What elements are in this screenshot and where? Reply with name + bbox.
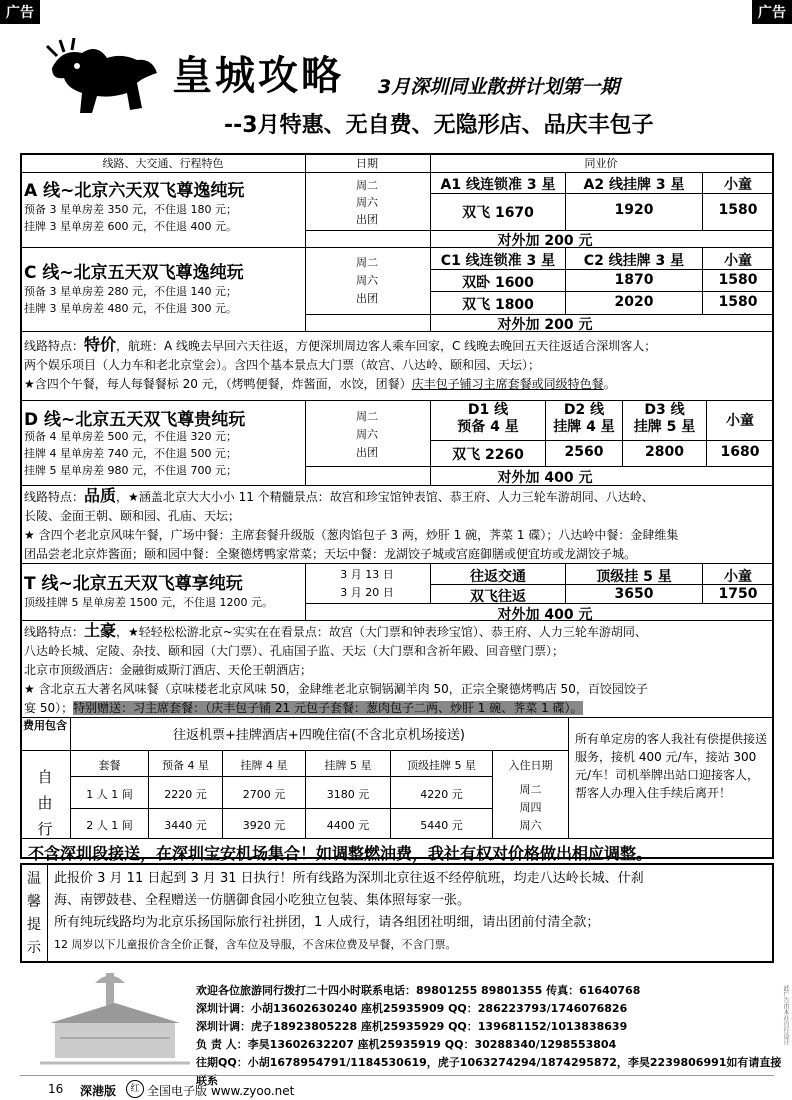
line-c-r2b: 2020 bbox=[614, 294, 654, 310]
col-4star-prep: 预备 4 星 bbox=[162, 759, 209, 772]
ad-tag-right: 广告 bbox=[752, 0, 792, 24]
edition-mark-icon: 红 bbox=[126, 1080, 144, 1098]
line-d-p1: 双飞 2260 bbox=[452, 447, 524, 463]
col-5star: 挂牌 5 星 bbox=[324, 759, 372, 772]
features-ac: 线路特点：特价，航班：A 线晚去早回六天往返，方便深圳周边客人乘车回家，C 线晚去晚回五天往返适合深圳客人； 两个娱乐项目（人力车和老北京堂会）。含四个基本景点大门票（故宫、八达岭、颐和园、天坛）； ★含四个午餐，每人每餐餐标 20 元，（烤鸭便餐，炸酱面，水饺，团餐）庆丰包子铺习主席套餐或同级特色餐。 bbox=[24, 335, 657, 391]
line-d-p4: 1680 bbox=[720, 444, 760, 460]
line-d-h1: D1 线 预备 4 星 bbox=[457, 402, 519, 435]
tips-label: 温 馨 提 示 bbox=[27, 871, 41, 956]
row2-v2: 3920 元 bbox=[242, 819, 286, 832]
line-t-p3: 1750 bbox=[718, 586, 758, 602]
line-d-extra: 对外加 400 元 bbox=[497, 470, 593, 486]
line-d-h2: D2 线 挂牌 4 星 bbox=[553, 402, 615, 435]
line-a-dates: 周二 周六 出团 bbox=[356, 179, 378, 226]
line-d-desc-1: 预备 4 星单房差 500 元，不住退 320 元； bbox=[24, 430, 237, 443]
col-package: 套餐 bbox=[98, 759, 121, 772]
ad-tag-left: 广告 bbox=[0, 0, 40, 24]
row1-v1: 2220 元 bbox=[164, 788, 207, 801]
line-d-p3: 2800 bbox=[645, 444, 684, 460]
header-price: 同业价 bbox=[584, 157, 618, 170]
edition: 深港版 bbox=[80, 1084, 117, 1098]
line-d-h4: 小童 bbox=[726, 413, 754, 429]
page-subtitle: 3月深圳同业散拼计划第一期 bbox=[378, 76, 620, 98]
line-a-h1: A1 线连锁准 3 星 bbox=[440, 177, 556, 193]
features-t: 线路特点：土豪，★轻轻松松游北京~实实在在看景点：故宫（大门票和钟表珍宝馆）、恭王府、人力三轮车游胡同、 八达岭长城、定陵、杂技、颐和园（大门票）、孔庙国子监、天坛（大门票和含祈年殿、回音壁门票）； 北京市顶级酒店：金融街威斯汀酒店、天伦王朝酒店； ★ 含北京五大著名风味餐（京味楼老北京风味 50，金肆维老北京铜锅涮羊肉 50，正宗全聚德烤鸭店 50，百饺园饺子 宴 50）；特别赠送：习主席套餐：（庆丰包子铺 21 元包子套餐：葱肉包子二两、炒肝 1 碗、荠菜 1 碟）。 bbox=[24, 621, 648, 715]
row1-v3: 3180 元 bbox=[326, 788, 370, 801]
line-t-extra: 对外加 400 元 bbox=[497, 607, 593, 623]
line-t-desc-1: 顶级挂牌 5 星单房差 1500 元，不住退 1200 元。 bbox=[24, 596, 273, 609]
site-link[interactable]: 全国电子版 www.zyoo.net bbox=[147, 1084, 295, 1098]
line-t-h3: 小童 bbox=[724, 569, 752, 585]
line-c-h1: C1 线连锁准 3 星 bbox=[440, 253, 556, 269]
line-c-name: C 线~北京五天双飞尊逸纯玩 bbox=[24, 263, 244, 283]
line-c-r2a: 双飞 1800 bbox=[462, 297, 534, 313]
line-a-h3: 小童 bbox=[724, 177, 752, 193]
line-d-desc-2: 挂牌 4 星单房差 740 元，不住退 500 元； bbox=[24, 447, 237, 460]
line-a-p1: 双飞 1670 bbox=[462, 205, 534, 221]
line-c-r1a: 双卧 1600 bbox=[462, 275, 534, 291]
line-a-p2: 1920 bbox=[614, 202, 654, 218]
col-top5star: 顶级挂牌 5 星 bbox=[407, 759, 476, 772]
line-c-r1b: 1870 bbox=[614, 272, 654, 288]
row1-v4: 4220 元 bbox=[420, 788, 463, 801]
row2-name: 2 人 1 间 bbox=[86, 819, 133, 832]
line-a-desc-1: 预备 3 星单房差 350 元，不住退 180 元； bbox=[24, 203, 237, 216]
header-date: 日期 bbox=[356, 157, 378, 170]
line-c-h2: C2 线挂牌 3 星 bbox=[583, 253, 685, 269]
side-note: 此广告由本社自行设计 bbox=[782, 985, 789, 1045]
line-c-r1c: 1580 bbox=[718, 272, 758, 288]
line-c-desc-1: 预备 3 星单房差 280 元，不住退 140 元； bbox=[24, 285, 237, 298]
line-c-desc-2: 挂牌 3 星单房差 480 元，不住退 300 元。 bbox=[24, 302, 237, 315]
line-d-p2: 2560 bbox=[564, 444, 604, 460]
row2-v4: 5440 元 bbox=[420, 819, 463, 832]
line-c-h3: 小童 bbox=[724, 253, 752, 269]
line-t-h1b: 双飞往返 bbox=[470, 589, 526, 605]
line-c-r2c: 1580 bbox=[718, 294, 758, 310]
row1-name: 1 人 1 间 bbox=[86, 788, 133, 801]
row2-v3: 4400 元 bbox=[326, 819, 370, 832]
free-travel-label: 自 由 行 bbox=[37, 768, 53, 838]
line-t-dates: 3 月 13 日 3 月 20 日 bbox=[340, 568, 394, 599]
line-a-h2: A2 线挂牌 3 星 bbox=[583, 177, 685, 193]
tips-text: 此报价 3 月 11 日起到 3 月 31 日执行！所有线路为深圳北京往返不经停航班，均走八达岭长城、什刹 海、南锣鼓巷、全程赠送一仿膳御食园小吃独立包装、集体照每家一张。 所有纯玩线路均为北京乐扬国际旅行社拼团，1 人成行，请各组团社明细，请出团前付清全款； 12 周岁以下儿童报价含全价正餐，含车位及导服，不含床位费及早餐，不含门票。 bbox=[54, 871, 644, 951]
line-t-h2: 顶级挂 5 星 bbox=[596, 569, 672, 585]
checkin-days: 周二 周四 周六 bbox=[519, 783, 542, 832]
pickup-note: 所有单定房的客人我社有偿提供接送服务，接机 400 元/车，接站 300 元/车！司机举牌出站口迎接客人，帮客人办理入住手续后离开！ bbox=[575, 732, 768, 800]
lion-logo-icon bbox=[42, 38, 162, 118]
slogan: --3月特惠、无自费、无隐形店、品庆丰包子 bbox=[224, 113, 654, 138]
col-checkin: 入住日期 bbox=[508, 759, 553, 772]
line-d-name: D 线~北京五天双飞尊贵纯玩 bbox=[24, 410, 246, 430]
notice: 不含深圳段接送，在深圳宝安机场集合！如调整燃油费，我社有权对价格做出相应调整。 bbox=[28, 844, 653, 863]
cost-label: 费用包含 bbox=[23, 719, 67, 732]
package-includes: 往返机票+挂牌酒店+四晚住宿(不含北京机场接送) bbox=[173, 728, 465, 743]
line-a-p3: 1580 bbox=[718, 202, 758, 218]
line-a-name: A 线~北京六天双飞尊逸纯玩 bbox=[24, 181, 245, 201]
line-d-dates: 周二 周六 出团 bbox=[356, 410, 378, 459]
line-t-h1a: 往返交通 bbox=[470, 569, 526, 585]
features-d: 线路特点：品质，★涵盖北京大大小小 11 个精髓景点：故宫和珍宝馆钟表馆、恭王府、人力三轮车游胡同、八达岭、 长陵、金面王朝、颐和园、孔庙、天坛； ★ 含四个老北京风味午餐，广场中餐：主席套餐升级版（葱肉馅包子 3 两，炒肝 1 碗，荠菜 1 碟）；八达岭中餐：金肆维集 团品尝老北京炸酱面；颐和园中餐：全聚德烤鸭家常菜；天坛中餐：龙湖饺子城或宫庭御膳或便宜坊或龙湖饺子城。 bbox=[24, 486, 679, 561]
line-d-desc-3: 挂牌 5 星单房差 980 元，不住退 700 元； bbox=[24, 464, 237, 477]
line-d-h3: D3 线 挂牌 5 星 bbox=[633, 402, 696, 435]
tiananmen-illustration-icon bbox=[40, 968, 190, 1068]
page-title: 皇城攻略 bbox=[172, 53, 344, 99]
line-a-desc-2: 挂牌 3 星单房差 600 元，不住退 400 元。 bbox=[24, 220, 237, 233]
line-t-p2: 3650 bbox=[614, 586, 654, 602]
line-c-dates: 周二 周六 出团 bbox=[356, 256, 378, 305]
contact-info: 欢迎各位旅游同行拨打二十四小时联系电话：89801255 89801355 传真：61640768 深圳计调：小胡13602630240 座机25935909 QQ：286223793/1746076826 深圳计调：虎子18923805228 座机25935929 QQ：139681152/1013838639 负 责 人：李昊13602632207 座机25935919 QQ：30288340/1298553804 往期QQ：小胡1678954791/1184530619，虎子1063274294/1874295872，李昊2239806991如有请直接联系 bbox=[196, 984, 782, 1087]
header-route: 线路、大交通、行程特色 bbox=[102, 157, 224, 170]
line-a-extra: 对外加 200 元 bbox=[497, 233, 593, 249]
col-4star: 挂牌 4 星 bbox=[240, 759, 288, 772]
row2-v1: 3440 元 bbox=[164, 819, 207, 832]
row1-v2: 2700 元 bbox=[242, 788, 286, 801]
page-number: 16 bbox=[48, 1082, 64, 1096]
line-t-name: T 线~北京五天双飞尊享纯玩 bbox=[24, 574, 243, 594]
line-c-extra: 对外加 200 元 bbox=[497, 317, 593, 333]
